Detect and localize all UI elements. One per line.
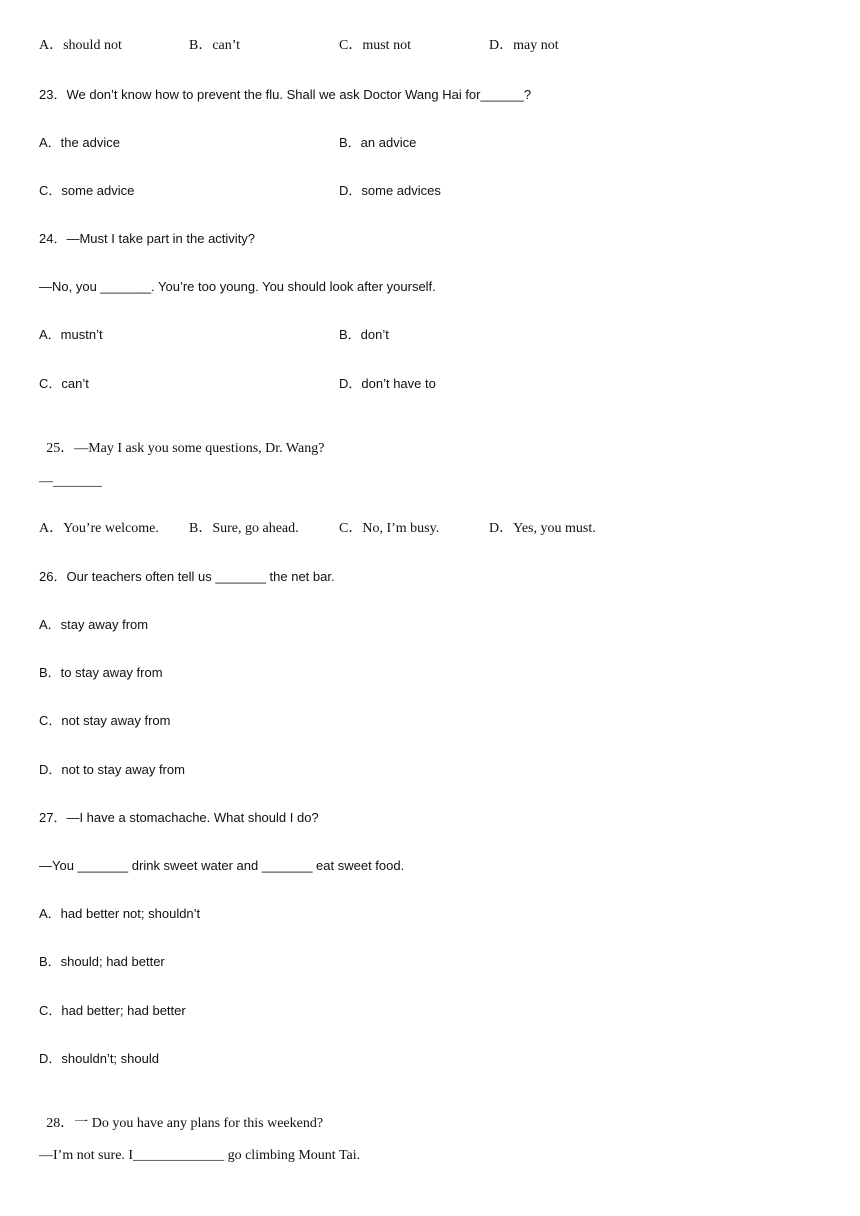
q25-option-b: B．Sure, go ahead. (189, 521, 299, 536)
q24-answer-line: —No, you _______. You’re too young. You should look after yourself. (39, 279, 436, 294)
q22-option-c: C．must not (339, 38, 411, 53)
q25-option-c: C．No, I’m busy. (339, 521, 440, 536)
q26-option-b: B．to stay away from (39, 665, 163, 680)
q24-option-c: C．can’t (39, 376, 89, 391)
q28-answer-line: —I’m not sure. I_____________ go climbing Mount Tai. (39, 1148, 361, 1163)
q23-option-c: C．some advice (39, 183, 135, 198)
q27-option-c: C．had better; had better (39, 1003, 186, 1018)
q27-answer-line: —You _______ drink sweet water and _______ eat sweet food. (39, 858, 405, 873)
q22-option-b: B．can’t (189, 38, 241, 53)
q27-option-d: D．shouldn’t; should (39, 1051, 159, 1066)
q25-option-a: A．You’re welcome. (39, 521, 159, 536)
q25-option-d: D．Yes, you must. (489, 521, 596, 536)
q24-option-b: B．don’t (339, 327, 389, 342)
q28-stem-wrap (39, 1099, 323, 1132)
q25-stem-prefix (39, 424, 324, 457)
q22-option-d: D．may not (489, 38, 559, 53)
q23-option-b: B．an advice (339, 135, 417, 150)
q25-answer-line: —_______ (39, 474, 102, 489)
q24-option-a: A．mustn’t (39, 327, 103, 342)
q26-option-c: C．not stay away from (39, 713, 171, 728)
q27-stem: 27．—I have a stomachache. What should I do? (39, 810, 319, 825)
q22-option-a: A．should not (39, 38, 122, 53)
q26-option-d: D．not to stay away from (39, 762, 185, 777)
q24-stem: 24．—Must I take part in the activity? (39, 231, 256, 246)
q24-option-d: D．don’t have to (339, 376, 436, 391)
q27-option-b: B．should; had better (39, 954, 165, 969)
q26-stem: 26．Our teachers often tell us _______ the net bar. (39, 569, 335, 584)
q23-stem: 23．We don’t know how to prevent the flu. Shall we ask Doctor Wang Hai for______? (39, 87, 532, 102)
q28-stem: 28．一 Do you have any plans for this weekend? (46, 1116, 324, 1131)
q27-option-a: A．had better not; shouldn’t (39, 906, 201, 921)
q25-stem: 25．—May I ask you some questions, Dr. Wang? (46, 441, 325, 456)
q26-option-a: A．stay away from (39, 617, 149, 632)
q23-option-a: A．the advice (39, 135, 120, 150)
q23-option-d: D．some advices (339, 183, 441, 198)
